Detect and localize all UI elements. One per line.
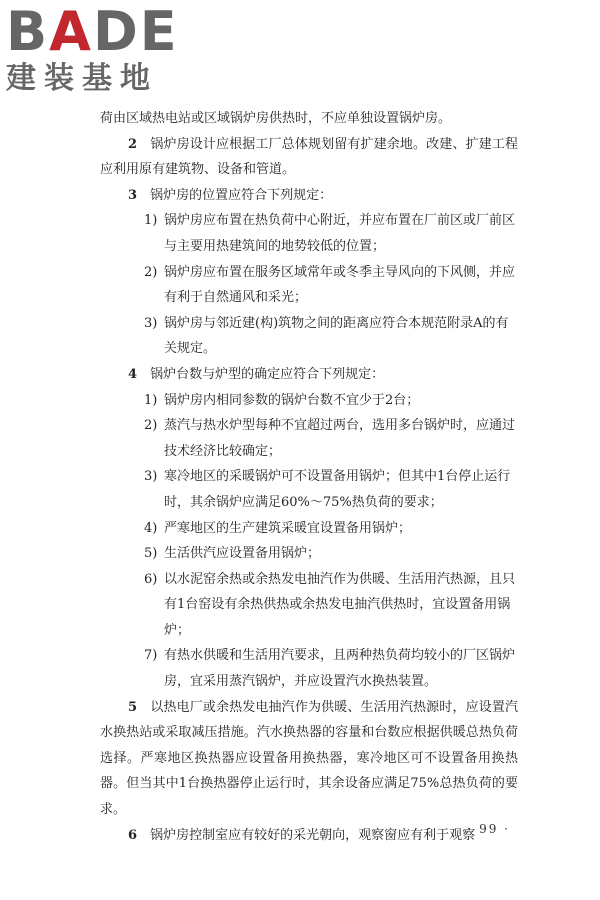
clause-4-item-5 — [100, 541, 518, 567]
clause-4-item-1 — [100, 388, 518, 414]
item-text: 锅炉房应布置在服务区域常年或冬季主导风向的下风侧，并应有利于自然通风和采光； — [164, 264, 516, 306]
item-number: 2) — [144, 418, 158, 434]
item-text: 生活供汽应设置备用锅炉； — [164, 546, 321, 562]
clause-4-item-6 — [100, 567, 518, 644]
item-number: 1) — [144, 392, 158, 408]
clause-3-item-3 — [100, 311, 518, 362]
item-text: 蒸汽与热水炉型每种不宜超过两台，选用多台锅炉时，应通过技术经济比较确定； — [164, 418, 516, 459]
item-number: 3) — [144, 469, 158, 485]
clause-text: 锅炉房控制室应有较好的采光朝向，观察窗应有利于观察 — [150, 827, 476, 843]
item-number: 4) — [144, 520, 158, 536]
clause-number: 2 — [128, 136, 138, 152]
item-number: 2) — [144, 264, 158, 280]
clause-4-item-3 — [100, 464, 518, 515]
item-number: 1) — [144, 213, 158, 229]
document-body — [100, 106, 518, 848]
clause-3-item-1 — [100, 208, 518, 259]
clause-number: 3 — [128, 187, 138, 203]
clause-5 — [100, 695, 518, 823]
item-number: 7) — [144, 648, 158, 664]
item-number: 6) — [144, 571, 158, 587]
clause-3-item-2 — [100, 260, 518, 311]
continued-paragraph: 荷由区域热电站或区域锅炉房供热时，不应单独设置锅炉房。 — [100, 111, 452, 126]
clause-text: 锅炉台数与炉型的确定应符合下列规定： — [150, 366, 385, 382]
clause-number: 6 — [128, 827, 138, 843]
item-text: 严寒地区的生产建筑采暖宜设置备用锅炉； — [164, 520, 412, 536]
clause-number: 4 — [128, 366, 138, 382]
clause-4-item-2 — [100, 413, 518, 464]
item-text: 锅炉房内相同参数的锅炉台数不宜少于2台； — [164, 392, 420, 408]
clause-text: 以热电厂或余热发电抽汽作为供暖、生活用汽热源时，应设置汽水换热站或采取减压措施。汽水换热器的容量和台数应根据供暖总热负荷选择。严寒地区换热器应设置备用换热器，寒冷地区可不设置备用换热器。但当其中1台换热器停止运行时，其余设备应满足75%总热负荷的要求。 — [100, 699, 518, 818]
clause-6 — [100, 823, 518, 849]
item-text: 以水泥窑余热或余热发电抽汽作为供暖、生活用汽热源，且只有1台窑设有余热供热或余热发电抽汽供热时，宜设置备用锅炉； — [164, 571, 516, 638]
bade-logo — [6, 0, 186, 96]
clause-4 — [100, 362, 518, 388]
clause-text: 锅炉房的位置应符合下列规定： — [150, 187, 333, 203]
item-text: 锅炉房与邻近建(构)筑物之间的距离应符合本规范附录A的有关规定。 — [164, 315, 509, 357]
logo-letter-a: A — [49, 0, 93, 63]
clause-4-item-4 — [100, 516, 518, 542]
item-text: 寒冷地区的采暖锅炉可不设置备用锅炉；但其中1台停止运行时，其余锅炉应满足60%～75%热负荷的要求； — [164, 469, 511, 510]
item-text: 锅炉房应布置在热负荷中心附近，并应布置在厂前区或厂前区与主要用热建筑间的地势较低的位置； — [164, 213, 516, 254]
clause-3 — [100, 183, 518, 209]
clause-4-item-7 — [100, 643, 518, 694]
logo-wordmark — [6, 0, 186, 63]
logo-letters-de: DE — [92, 0, 179, 63]
clause-text: 锅炉房设计应根据工厂总体规划留有扩建余地。改建、扩建工程应利用原有建筑物、设备和管道。 — [100, 136, 518, 178]
item-number: 3) — [144, 315, 158, 331]
clause-2 — [100, 132, 518, 183]
logo-letter-b: B — [6, 0, 50, 63]
clause-number: 5 — [128, 699, 138, 715]
item-number: 5) — [144, 546, 158, 562]
item-text: 有热水供暖和生活用汽要求，且两种热负荷均较小的厂区锅炉房，宜采用蒸汽锅炉，并应设置汽水换热装置。 — [164, 648, 516, 690]
logo-chinese: 建装基地 — [6, 61, 158, 96]
page-number: · 99 · — [467, 822, 510, 836]
